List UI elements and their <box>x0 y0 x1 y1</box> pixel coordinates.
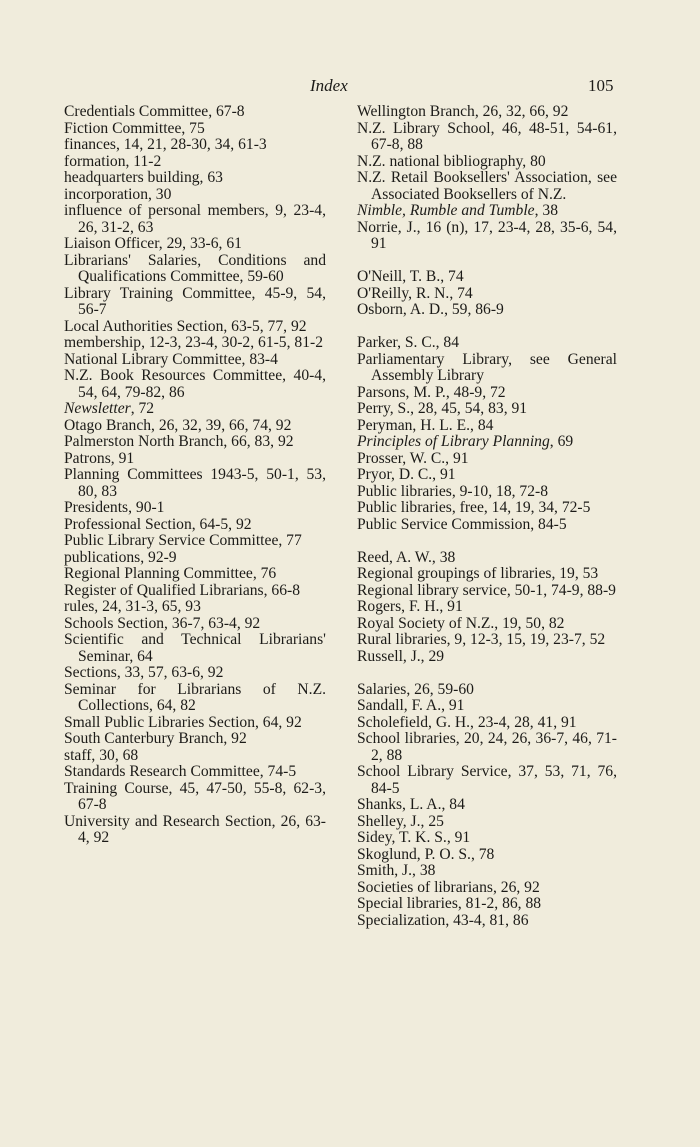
page-number: 105 <box>588 76 614 95</box>
index-entry: Presidents, 90-1 <box>64 499 165 516</box>
index-entry: N.Z. Library School, 46, 48-51, 54-61, 67-8, 88 <box>357 119 617 153</box>
index-entry: School Library Service, 37, 53, 71, 76, 84-5 <box>357 763 617 797</box>
index-entry: Standards Research Committee, 74-5 <box>64 763 297 780</box>
index-entry: Small Public Libraries Section, 64, 92 <box>64 713 302 731</box>
index-entry: Parker, S. C., 84 <box>357 334 460 351</box>
index-entry: N.Z. Retail Booksellers' Association, see Associated Booksellers of N.Z. <box>357 169 617 203</box>
index-entry: Parsons, M. P., 48-9, 72 <box>357 383 506 401</box>
index-entry: N.Z. Book Resources Committee, 40-4, 54, 64, 79-82, 86 <box>64 367 326 401</box>
index-entry: Wellington Branch, 26, 32, 66, 92 <box>357 103 569 120</box>
index-entry: Librarians' Salaries, Conditions and Qualifications Committee, 59-60 <box>64 251 326 285</box>
index-entry: formation, 11-2 <box>64 152 162 170</box>
index-entry-principles: Principles of Library Planning, 69 <box>357 433 574 450</box>
index-entry: Register of Qualified Librarians, 66-8 <box>64 581 301 599</box>
index-entry: influence of personal members, 9, 23-4, 26, 31-2, 63 <box>64 202 326 236</box>
index-entry: Public libraries, 9-10, 18, 72-8 <box>357 482 548 500</box>
index-entry: Fiction Committee, 75 <box>64 119 205 137</box>
italic-title: Nimble, Rumble and Tumble <box>357 202 535 219</box>
index-entry: Pryor, D. C., 91 <box>357 466 456 483</box>
index-entry: Smith, J., 38 <box>357 862 436 879</box>
index-entry: Liaison Officer, 29, 33-6, 61 <box>64 235 242 252</box>
index-entry: O'Reilly, R. N., 74 <box>357 284 473 302</box>
index-entry: Sandall, F. A., 91 <box>357 697 465 714</box>
index-entry: N.Z. national bibliography, 80 <box>357 152 546 170</box>
index-entry: Sections, 33, 57, 63-6, 92 <box>64 664 224 681</box>
index-entry: Salaries, 26, 59-60 <box>357 680 474 698</box>
index-entry: Rogers, F. H., 91 <box>357 598 463 615</box>
index-entry: Skoglund, P. O. S., 78 <box>357 845 495 863</box>
index-entry: Seminar for Librarians of N.Z. Collections, 64, 82 <box>64 680 326 714</box>
letter-group-gap <box>357 533 617 550</box>
index-entry: Rural libraries, 9, 12-3, 15, 19, 23-7, 52 <box>357 631 606 648</box>
index-entry: Schools Section, 36-7, 63-4, 92 <box>64 614 261 632</box>
letter-group-gap <box>357 253 617 270</box>
italic-title: Newsletter <box>64 400 131 417</box>
index-entry: Regional groupings of libraries, 19, 53 <box>357 565 599 582</box>
index-entry: Regional Planning Committee, 76 <box>64 565 277 582</box>
index-entry: Sidey, T. K. S., 91 <box>357 829 471 846</box>
index-entry: Planning Committees 1943-5, 50-1, 53, 80, 83 <box>64 466 326 500</box>
index-entry: Perry, S., 28, 45, 54, 83, 91 <box>357 400 528 417</box>
index-entry: Public Service Commission, 84-5 <box>357 515 567 533</box>
index-entry: Scientific and Technical Librarians' Seminar, 64 <box>64 631 326 665</box>
letter-group-gap <box>357 665 617 682</box>
index-entry: membership, 12-3, 23-4, 30-2, 61-5, 81-2 <box>64 334 323 351</box>
index-entry: publications, 92-9 <box>64 548 177 566</box>
index-entry: South Canterbury Branch, 92 <box>64 730 247 747</box>
index-entry: Scholefield, G. H., 23-4, 28, 41, 91 <box>357 713 577 731</box>
index-entry: Training Course, 45, 47-50, 55-8, 62-3, 67-8 <box>64 779 326 813</box>
letter-group-gap <box>357 319 617 336</box>
index-entry: Reed, A. W., 38 <box>357 548 456 566</box>
index-entry: staff, 30, 68 <box>64 746 139 764</box>
index-entry: School libraries, 20, 24, 26, 36-7, 46, 71-2, 88 <box>357 730 617 764</box>
index-entry: Prosser, W. C., 91 <box>357 449 469 467</box>
index-entry: Public libraries, free, 14, 19, 34, 72-5 <box>357 499 591 516</box>
index-entry: Credentials Committee, 67-8 <box>64 103 245 120</box>
index-entry: Shanks, L. A., 84 <box>357 796 465 813</box>
index-entry: Specialization, 43-4, 81, 86 <box>357 911 529 929</box>
index-entry: Osborn, A. D., 59, 86-9 <box>357 301 504 318</box>
index-entry: Patrons, 91 <box>64 449 135 467</box>
index-entry: National Library Committee, 83-4 <box>64 350 278 368</box>
index-entry: Russell, J., 29 <box>357 647 445 665</box>
index-entry: Royal Society of N.Z., 19, 50, 82 <box>357 614 565 632</box>
index-entry: incorporation, 30 <box>64 185 172 203</box>
index-entry: O'Neill, T. B., 74 <box>357 268 464 285</box>
index-entry: Local Authorities Section, 63-5, 77, 92 <box>64 317 307 335</box>
index-entry: Norrie, J., 16 (n), 17, 23-4, 28, 35-6, 54, 91 <box>357 218 617 252</box>
italic-title: Principles of Library Planning <box>357 433 550 450</box>
index-entry: rules, 24, 31-3, 65, 93 <box>64 598 201 615</box>
index-entry: Shelley, J., 25 <box>357 812 444 830</box>
index-entry: headquarters building, 63 <box>64 169 223 186</box>
index-column-left <box>64 104 326 847</box>
index-entry: Library Training Committee, 45-9, 54, 56-7 <box>64 284 326 318</box>
index-entry: finances, 14, 21, 28-30, 34, 61-3 <box>64 136 267 153</box>
index-entry: Societies of librarians, 26, 92 <box>357 878 540 896</box>
running-title: Index <box>310 76 348 95</box>
index-entry: Professional Section, 64-5, 92 <box>64 515 252 533</box>
index-entry: Regional library service, 50-1, 74-9, 88-9 <box>357 581 616 599</box>
index-entry: Public Library Service Committee, 77 <box>64 532 302 549</box>
index-entry: Otago Branch, 26, 32, 39, 66, 74, 92 <box>64 416 292 434</box>
index-column-right <box>357 104 617 929</box>
index-entry: Special libraries, 81-2, 86, 88 <box>357 895 542 912</box>
index-entry: University and Research Section, 26, 63-4, 92 <box>64 812 326 846</box>
index-entry: Palmerston North Branch, 66, 83, 92 <box>64 433 294 450</box>
index-entry-nimble: Nimble, Rumble and Tumble, 38 <box>357 202 558 219</box>
index-entry: Parliamentary Library, see General Assembly Library <box>357 350 617 384</box>
index-entry: Peryman, H. L. E., 84 <box>357 416 494 434</box>
index-entry-newsletter: Newsletter, 72 <box>64 400 155 417</box>
